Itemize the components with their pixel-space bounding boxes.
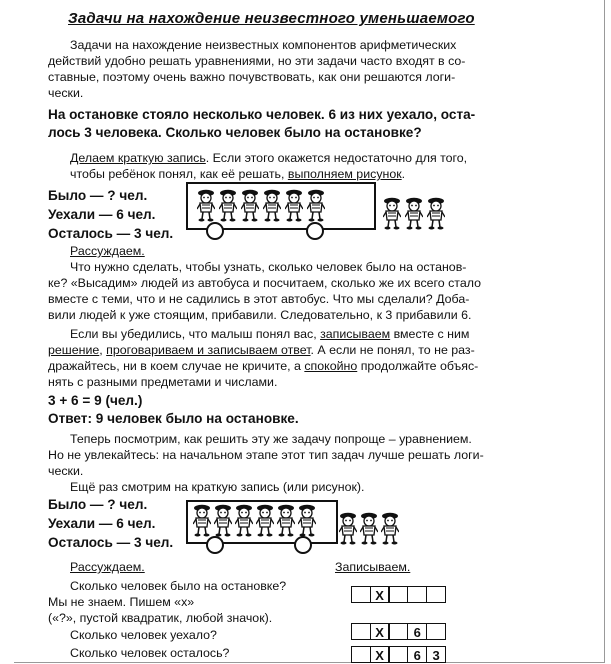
note-text: чтобы ребёнок понял, как её решать, (70, 167, 288, 181)
record2-line-3: Осталось — 3 чел. (48, 535, 174, 550)
person-figure (256, 503, 274, 542)
task-line-2: лось 3 человека. Сколько человек было на остановке? (48, 125, 422, 140)
reason-line-4: вили людей к уже стоящим, прибавили. Следовательно, к 3 прибавили 6. (48, 308, 472, 322)
grid-cell (388, 623, 408, 640)
para-text: Если вы убедились, что малыш понял вас, (70, 327, 321, 341)
person-figure (197, 188, 215, 227)
record-line-1: Было — ? чел. (48, 188, 148, 203)
reason-label: Рассуждаем. (70, 244, 145, 258)
note-text: . Если этого окажется недостаточно для того, (205, 151, 468, 165)
para2-line-4: нять с разными предметами и числами. (48, 375, 278, 389)
grid-cell: 3 (426, 646, 446, 663)
note-line-2 (70, 166, 405, 183)
para2-line-2 (48, 342, 475, 359)
grid-cell (351, 646, 371, 663)
intro-line-1: Задачи на нахождение неизвестных компонентов арифметических (70, 38, 457, 52)
person-figure (381, 511, 399, 550)
para2-line-3 (48, 358, 478, 375)
intro-line-4: чески. (48, 86, 84, 100)
equation: 3 + 6 = 9 (чел.) (48, 393, 143, 408)
note-line-1 (70, 150, 467, 167)
record-line-2: Уехали — 6 чел. (48, 207, 156, 222)
person-figure (360, 511, 378, 550)
person-figure (241, 188, 259, 227)
intro-line-3: ставные, поэтому очень важно почувствовать, как они решаются логи- (48, 70, 456, 84)
underlined-phrase: записываем (320, 327, 391, 341)
reason-label-2: Рассуждаем. (70, 560, 145, 574)
para3-line-3: чески. (48, 464, 84, 478)
person-figure (277, 503, 295, 542)
person-figure (427, 196, 445, 235)
grid-cell (351, 623, 371, 640)
question-1-note: («?», пустой квадратик, любой значок). (48, 611, 273, 625)
person-figure (339, 511, 357, 550)
person-figure (285, 188, 303, 227)
person-figure (235, 503, 253, 542)
record-line-3: Осталось — 3 чел. (48, 226, 174, 241)
para2-line-1 (70, 326, 469, 343)
question-1-answer: Мы не знаем. Пишем «х» (48, 595, 195, 609)
para-text: . А если не понял, то не раз- (310, 343, 475, 357)
page-title: Задачи на нахождение неизвестного уменьшаемого (68, 10, 475, 27)
para4: Ещё раз смотрим на краткую запись (или рисунок). (70, 480, 365, 494)
question-2: Сколько человек уехало? (70, 628, 217, 642)
reason-line-1: Что нужно сделать, чтобы узнать, сколько человек было на останов- (70, 260, 467, 274)
person-figure (405, 196, 423, 235)
grid-cell: Х (370, 586, 390, 603)
person-figure (263, 188, 281, 227)
para-text: , (99, 343, 107, 357)
grid-cell (388, 646, 408, 663)
record2-line-2: Уехали — 6 чел. (48, 516, 156, 531)
person-figure (383, 196, 401, 235)
person-figure (219, 188, 237, 227)
person-figure (307, 188, 325, 227)
answer: Ответ: 9 человек было на остановке. (48, 411, 299, 426)
record2-line-1: Было — ? чел. (48, 497, 148, 512)
write-label: Записываем. (335, 560, 411, 574)
grid-cell (426, 586, 446, 603)
person-figure (193, 503, 211, 542)
task-line-1: На остановке стояло несколько человек. 6 из них уехало, оста- (48, 107, 476, 122)
person-figure (298, 503, 316, 542)
grid-cell (351, 586, 371, 603)
grid-cell: Х (370, 646, 390, 663)
underlined-phrase: проговариваем и записываем ответ (106, 343, 311, 357)
grid-cell (426, 623, 446, 640)
question-3: Сколько человек осталось? (70, 646, 230, 660)
underlined-phrase: решение (48, 343, 100, 357)
grid-cell: 6 (407, 646, 427, 663)
para3-line-1: Теперь посмотрим, как решить эту же задачу попроще – уравнением. (70, 432, 472, 446)
answer-grid-3 (352, 646, 446, 663)
grid-cell: 6 (407, 623, 427, 640)
underlined-phrase: Делаем краткую запись (70, 151, 206, 165)
grid-cell: Х (370, 623, 390, 640)
intro-line-2: действий удобно решать уравнениями, но эти задачи часто входят в со- (48, 54, 466, 68)
note-text: . (401, 167, 406, 181)
answer-grid-2 (352, 623, 446, 640)
para-text: вместе с ним (390, 327, 470, 341)
reason-line-3: вместе с теми, что и не садились в этот автобус. Что мы сделали? Доба- (48, 292, 470, 306)
para3-line-2: Но не увлекайтесь: на начальном этапе этот тип задач лучше решать логи- (48, 448, 484, 462)
reason-line-2: ке? «Высадим» людей из автобуса и посчитаем, сколько же их всего стало (48, 276, 481, 290)
para-text: дражайтесь, ни в коем случае не кричите, а (48, 359, 305, 373)
para-text: продолжайте объяс- (357, 359, 479, 373)
grid-cell (388, 586, 408, 603)
underlined-phrase: спокойно (304, 359, 358, 373)
grid-cell (407, 586, 427, 603)
underlined-phrase: выполняем рисунок (287, 167, 402, 181)
person-figure (214, 503, 232, 542)
question-1: Сколько человек было на остановке? (70, 579, 287, 593)
answer-grid-1 (352, 586, 446, 603)
